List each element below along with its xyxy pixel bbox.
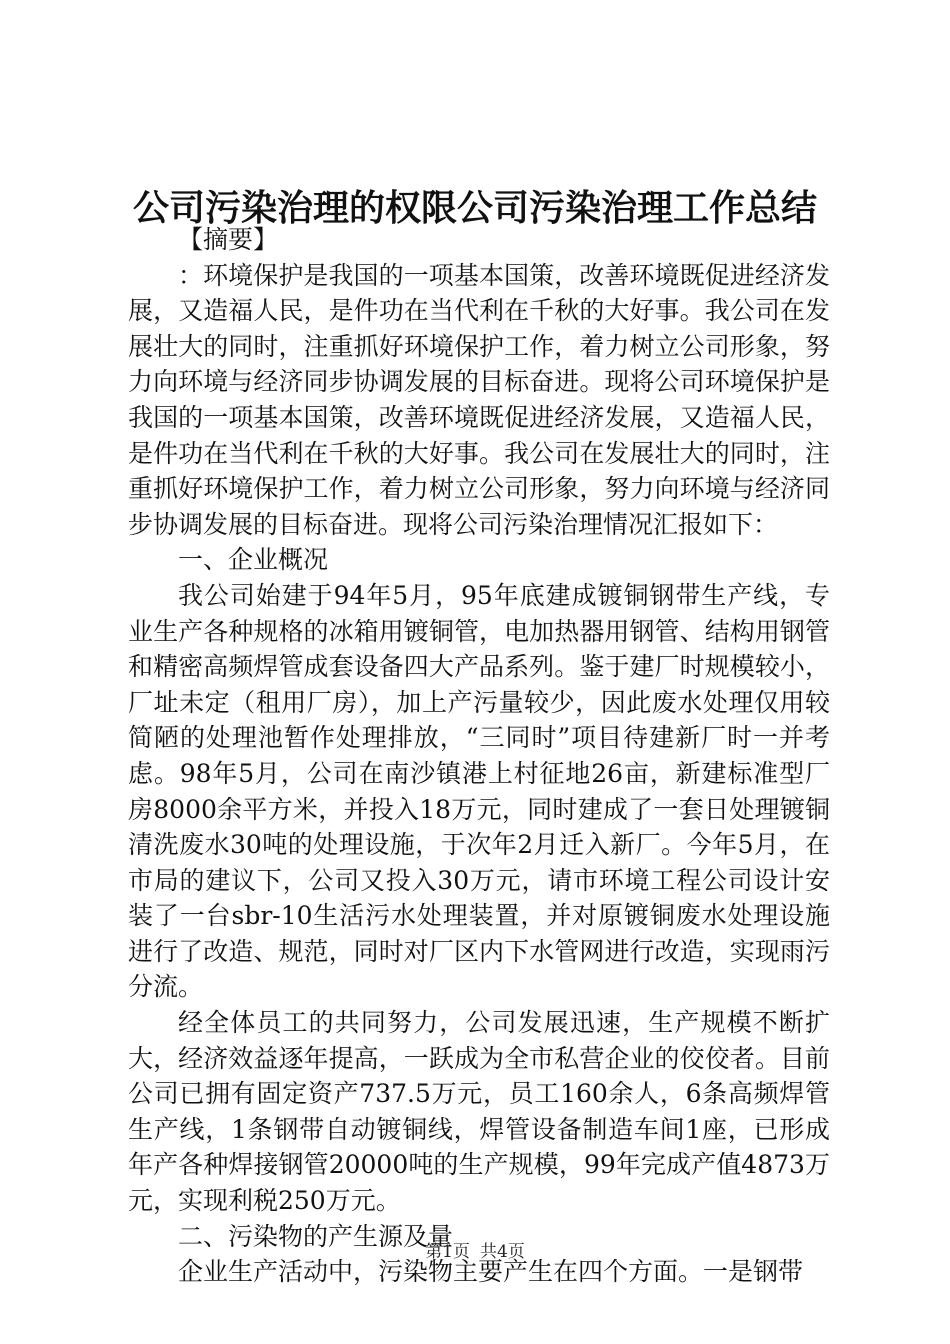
abstract-paragraph: ：环境保护是我国的一项基本国策，改善环境既促进经济发展，又造福人民，是件功在当代利在千秋的大好事。我公司在发展壮大的同时，注重抓好环境保护工作，着力树立公司形象，努力向环境与经济同步协调发展的目标奋进。现将公司环境保护是我国的一项基本国策，改善环境既促进经济发展，又造福人民，是件功在当代利在千秋的大好事。我公司在发展壮大的同时，注重抓好环境保护工作，着力树立公司形象，努力向环境与经济同步协调发展的目标奋进。现将公司污染治理情况汇报如下：: [128, 260, 830, 539]
document-title: 公司污染治理的权限公司污染治理工作总结: [132, 187, 817, 229]
overview-paragraph-2: 经全体员工的共同努力，公司发展迅速，生产规模不断扩大，经济效益逐年提高，一跃成为全市私营企业的佼佼者。目前公司已拥有固定资产737.5万元，员工160余人，6条高频焊管生产线，1条钢带自动镀铜线，焊管设备制造车间1座，已形成年产各种焊接钢管20000吨的生产规模，99年完成产值4873万元，实现利税250万元。: [128, 1008, 830, 1216]
page-total: 共4页: [480, 1242, 525, 1262]
section-heading-pollution-sources: 二、污染物的产生源及量: [178, 1221, 454, 1251]
section-heading-overview: 一、企业概况: [178, 545, 329, 575]
overview-paragraph-1: 我公司始建于94年5月，95年底建成镀铜钢带生产线，专业生产各种规格的冰箱用镀铜管，电加热器用钢管、结构用钢管和精密高频焊管成套设备四大产品系列。鉴于建厂时规模较小，厂址未定（租用厂房），加上产污量较少，因此废水处理仅用较简陋的处理池暂作处理排放，“三同时”项目待建新厂时一并考虑。98年5月，公司在南沙镇港上村征地26亩，新建标准型厂房8000余平方米，并投入18万元，同时建成了一套日处理镀铜清洗废水30吨的处理设施，于次年2月迁入新厂。今年5月，在市局的建议下，公司又投入30万元，请市环境工程公司设计安装了一台sbr-10生活污水处理装置，并对原镀铜废水处理设施进行了改造、规范，同时对厂区内下水管网进行改造，实现雨污分流。: [128, 580, 830, 1002]
abstract-heading: 【摘要】: [178, 225, 279, 254]
document-body: [128, 222, 830, 1290]
pollution-sources-paragraph: 企业生产活动中，污染物主要产生在四个方面。一是钢带: [178, 1257, 804, 1287]
page-number: 第1页: [425, 1242, 470, 1262]
page-footer: [0, 1240, 950, 1264]
